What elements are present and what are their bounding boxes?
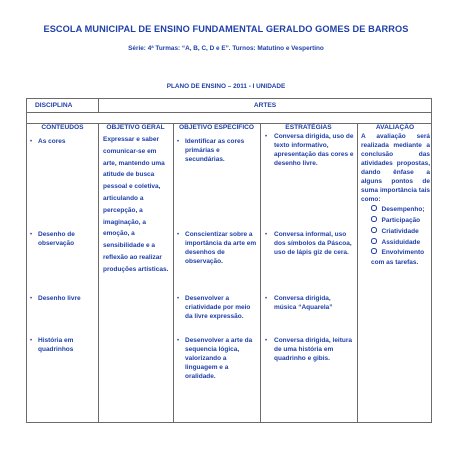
col-divider (98, 123, 99, 423)
plano-title: PLANO DE ENSINO – 2011 - I UNIDADE (166, 83, 286, 90)
plan-table (26, 98, 432, 423)
bullet: • (177, 296, 180, 302)
objetivo-geral-text: Expressar e saber comunicar-se em arte, mantendo uma atitude de busca pessoal e coletiva, articulando a percepção, a imaginação, a emoção, a sensibilidade e a reflexão ao realizar produções artísticas. (103, 136, 169, 273)
circle-bullet-icon (371, 205, 377, 211)
disciplina-label: DISCIPLINA (35, 102, 73, 109)
col-divider (260, 123, 261, 423)
bullet: • (265, 232, 268, 238)
bullet: • (177, 338, 180, 344)
estrategia-item: Conversa informal, uso dos símbolos da Páscoa, uso de lápis giz de cera. (274, 231, 352, 256)
avaliacao-item: Assiduidade (371, 237, 433, 249)
conteudo-item: História em quadrinhos (38, 337, 74, 353)
bullet: • (30, 232, 33, 238)
circle-bullet-icon (371, 227, 377, 233)
conteudo-item: Desenho livre (38, 295, 81, 302)
col-header-conteudos: CONTEUDOS (41, 124, 84, 131)
col-divider (357, 123, 358, 423)
objetivo-especifico-item: Conscientizar sobre a importância da arte em desenhos de observação. (185, 231, 257, 265)
serie-turmas-line: Série: 4ª Turmas: “A, B, C, D e E”. Turnos: Matutino e Vespertino (128, 45, 324, 52)
bullet: • (30, 338, 33, 344)
col-header-avaliacao: AVALIAÇÃO (375, 124, 415, 131)
col-divider (173, 123, 174, 423)
estrategia-item: Conversa dirigida, uso de texto informativo, apresentação das cores e desenho livre. (274, 133, 354, 167)
avaliacao-item: Participação (371, 215, 433, 227)
objetivo-especifico-item: Identificar as cores primárias e secundárias. (185, 138, 245, 163)
bullet: • (265, 338, 268, 344)
circle-bullet-icon (371, 238, 377, 244)
estrategia-item: Conversa dirigida, leitura de uma história em quadrinho e gibis. (274, 337, 353, 362)
bullet: • (265, 134, 268, 140)
conteudo-item: Desenho de observação (38, 231, 75, 247)
avaliacao-item: Criatividade (371, 226, 433, 238)
col-header-objetivo-geral: OBJETIVO GERAL (106, 124, 165, 131)
avaliacao-item: Desempenho; (371, 204, 433, 216)
school-title: ESCOLA MUNICIPAL DE ENSINO FUNDAMENTAL GERALDO GOMES DE BARROS (43, 24, 409, 34)
bullet: • (30, 296, 33, 302)
col-header-objetivo-especifico: OBJETIVO ESPECÍFICO (178, 124, 255, 131)
avaliacao-text: A avaliação será realizada mediante a conclusão das atividades propostas, dando ênfase a alguns pontos de suma importância tais como: (361, 133, 430, 203)
objetivo-especifico-item: Desenvolver a criatividade por meio da livre expressão. (185, 295, 251, 320)
estrategia-item: Conversa dirigida, música “Aquarela” (274, 295, 333, 311)
circle-bullet-icon (371, 216, 377, 222)
bullet: • (177, 139, 180, 145)
disciplina-value: ARTES (253, 102, 277, 109)
bullet: • (30, 139, 33, 145)
row-divider (27, 112, 431, 113)
bullet: • (177, 232, 180, 238)
col-header-estrategias: ESTRATÉGIAS (285, 124, 332, 131)
circle-bullet-icon (371, 248, 377, 254)
conteudo-item: As cores (38, 138, 66, 145)
bullet: • (265, 296, 268, 302)
objetivo-especifico-item: Desenvolver a arte da sequencia lógica, valorizando a linguagem e a oralidade. (185, 337, 253, 380)
avaliacao-item: Envolvimento com as tarefas. (371, 249, 425, 266)
